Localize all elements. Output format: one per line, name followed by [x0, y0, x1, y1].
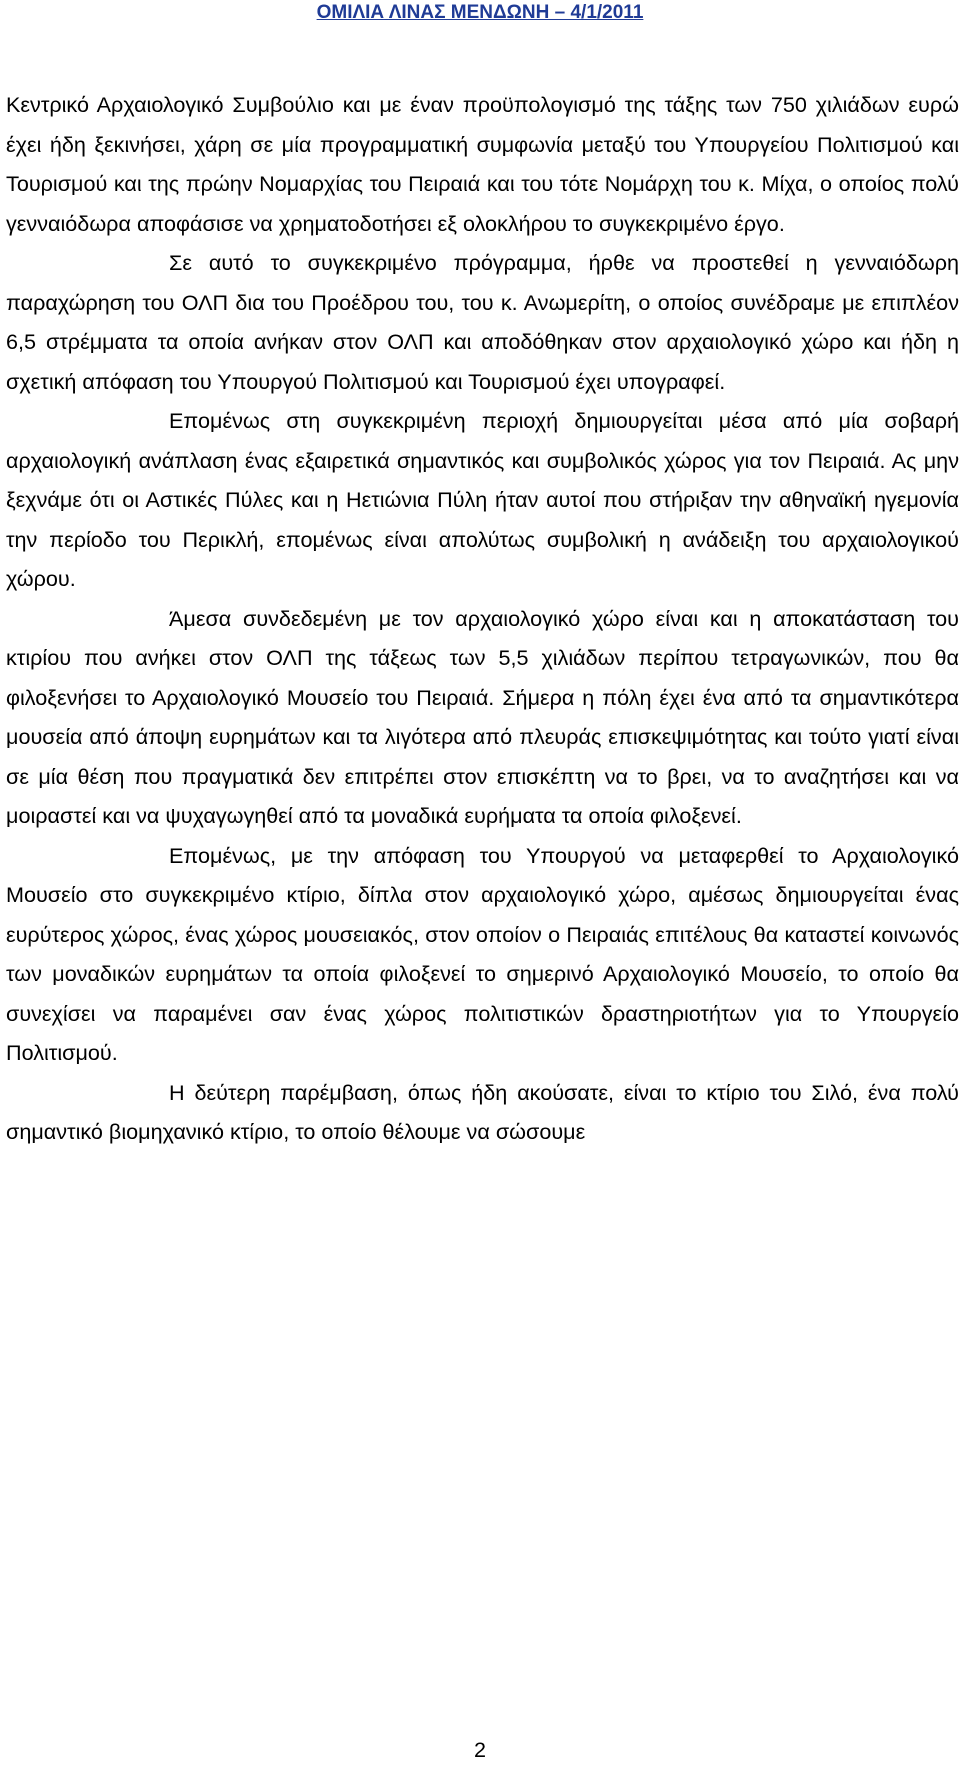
paragraph-5: Επομένως, με την απόφαση του Υπουργού να μεταφερθεί το Αρχαιολογικό Μουσείο στο συγκεκριμένο κτίριο, δίπλα στον αρχαιολογικό χώρο, αμέσως δημιουργείται ένας ευρύτερος χώρος, ένας χώρος μουσειακός, στον οποίον ο Πειραιάς επιτέλους θα καταστεί κοινωνός των μοναδικών ευρημάτων τα οποία φιλοξενεί το σημερινό Αρχαιολογικό Μουσείο, το οποίο θα συνεχίσει να παραμένει σαν ένας χώρος πολιτιστικών δραστηριοτήτων για το Υπουργείο Πολιτισμού.: [6, 842, 959, 1065]
paragraph-6: Η δεύτερη παρέμβαση, όπως ήδη ακούσατε, είναι το κτίριο του Σιλό, ένα πολύ σημαντικό βιομηχανικό κτίριο, το οποίο θέλουμε να σώσουμε: [6, 1079, 959, 1144]
paragraph-1: Κεντρικό Αρχαιολογικό Συμβούλιο και με έναν προϋπολογισμό της τάξης των 750 χιλιάδων ευρώ έχει ήδη ξεκινήσει, χάρη σε μία προγραμματική συμφωνία μεταξύ του Υπουργείου Πολιτισμού και Τουρισμού και της πρώην Νομαρχίας του Πειραιά και του τότε Νομάρχη του κ. Μίχα, ο οποίος πολύ γενναιόδωρα αποφάσισε να χρηματοδοτήσει εξ ολοκλήρου το συγκεκριμένο έργο.: [6, 92, 959, 236]
page-number: 2: [473, 1737, 486, 1762]
paragraph-4: Άμεσα συνδεδεμένη με τον αρχαιολογικό χώρο είναι και η αποκατάσταση του κτιρίου που ανήκει στον ΟΛΠ της τάξεως των 5,5 χιλιάδων περίπου τετραγωνικών, που θα φιλοξενήσει το Αρχαιολογικό Μουσείο του Πειραιά. Σήμερα η πόλη έχει ένα από τα σημαντικότερα μουσεία από άποψη ευρημάτων και τα λιγότερα από πλευράς επισκεψιμότητας και τούτο γιατί είναι σε μία θέση που πραγματικά δεν επιτρέπει στον επισκέπτη να το βρει, να το αναζητήσει και να μοιραστεί και να ψυχαγωγηθεί από τα μοναδικά ευρήματα τα οποία φιλοξενεί.: [6, 605, 959, 828]
paragraph-2: Σε αυτό το συγκεκριμένο πρόγραμμα, ήρθε να προστεθεί η γενναιόδωρη παραχώρηση του ΟΛΠ δια του Προέδρου του, του κ. Ανωμερίτη, ο οποίος συνέδραμε με επιπλέον 6,5 στρέμματα τα οποία ανήκαν στον ΟΛΠ και αποδόθηκαν στον αρχαιολογικό χώρο και ήδη η σχετική απόφαση του Υπουργού Πολιτισμού και Τουρισμού έχει υπογραφεί.: [6, 250, 959, 394]
document-body: [6, 85, 959, 1152]
page-header: ΟΜΙΛΙΑ ΛΙΝΑΣ ΜΕΝΔΩΝΗ – 4/1/2011: [316, 2, 644, 23]
paragraph-3: Επομένως στη συγκεκριμένη περιοχή δημιουργείται μέσα από μία σοβαρή αρχαιολογική ανάπλαση ένας εξαιρετικά σημαντικός και συμβολικός χώρος για τον Πειραιά. Ας μην ξεχνάμε ότι οι Αστικές Πύλες και η Ηετιώνια Πύλη ήταν αυτοί που στήριξαν την αθηναϊκή ηγεμονία την περίοδο του Περικλή, επομένως είναι απολύτως συμβολική η ανάδειξη του αρχαιολογικού χώρου.: [6, 408, 959, 591]
